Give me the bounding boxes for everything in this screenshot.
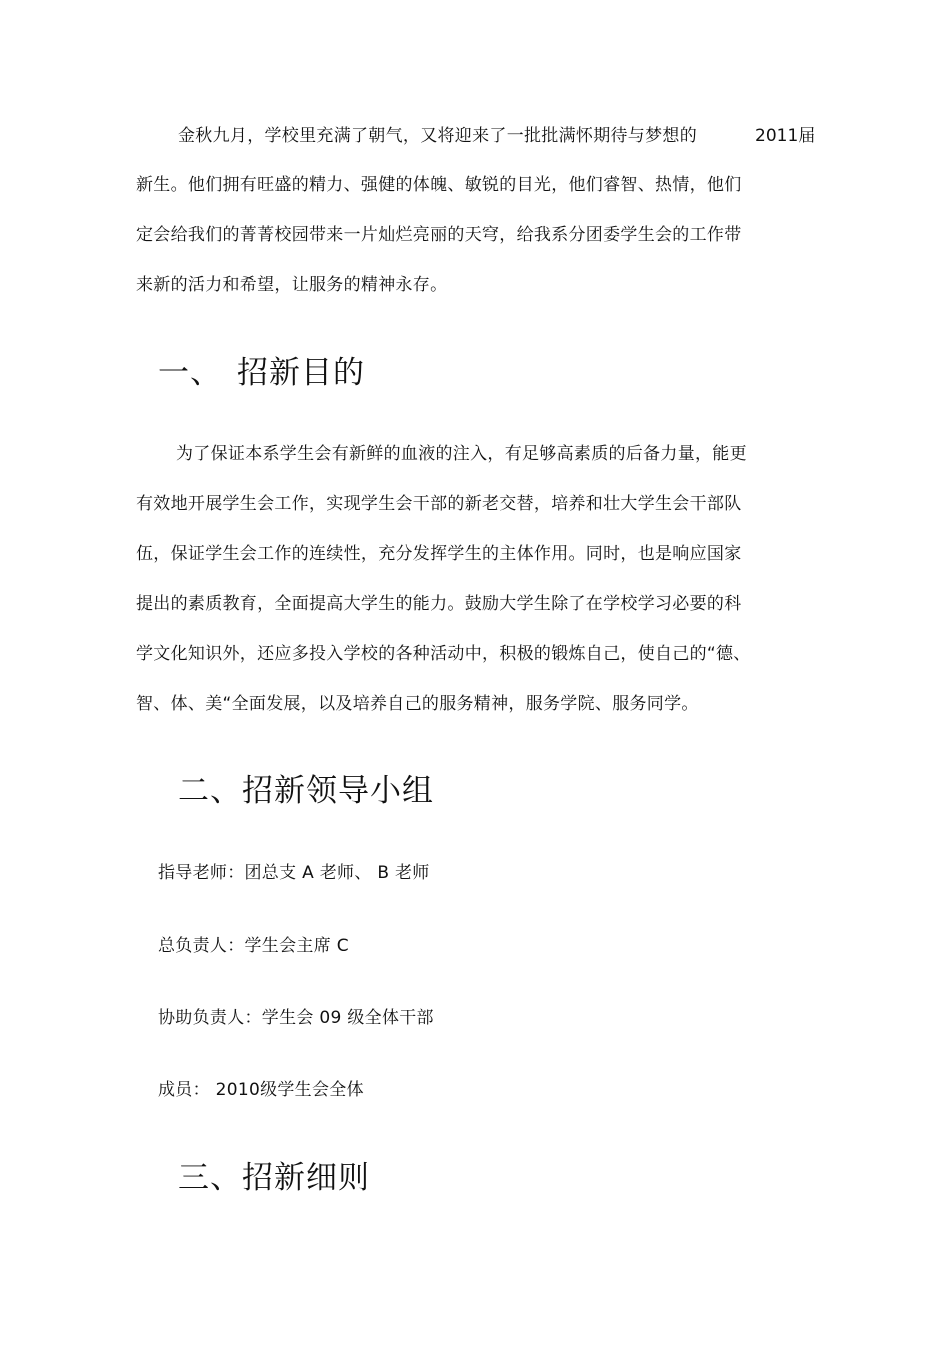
section-1-line-1: 为了保证本系学生会有新鲜的血液的注入，有足够高素质的后备力量，能更 [176, 444, 747, 464]
section-1-line-4: 提出的素质教育，全面提高大学生的能力。鼓励大学生除了在学校学习必要的科 [136, 594, 742, 614]
section-1-line-3: 伍，保证学生会工作的连续性，充分发挥学生的主体作用。同时，也是响应国家 [136, 544, 742, 564]
intro-year: 2011届 [755, 126, 816, 146]
intro-line-1: 金秋九月，学校里充满了朝气，又将迎来了一批批满怀期待与梦想的 [178, 126, 697, 146]
intro-line-3: 定会给我们的菁菁校园带来一片灿烂亮丽的天穹，给我系分团委学生会的工作带 [136, 225, 742, 245]
section-2-item-4: 成员： 2010级学生会全体 [158, 1080, 364, 1100]
section-1-title: 招新目的 [237, 355, 365, 391]
section-2-item-2: 总负责人：学生会主席 C [158, 936, 349, 956]
intro-line-2: 新生。他们拥有旺盛的精力、强健的体魄、敏锐的目光，他们睿智、热情，他们 [136, 175, 742, 195]
section-2-item-3: 协助负责人：学生会 09 级全体干部 [158, 1008, 434, 1028]
section-2-title: 二、招新领导小组 [178, 773, 434, 809]
intro-line-4: 来新的活力和希望，让服务的精神永存。 [136, 275, 448, 295]
section-1-line-2: 有效地开展学生会工作，实现学生会干部的新老交替，培养和壮大学生会干部队 [136, 494, 742, 514]
section-2-item-1: 指导老师：团总支 A 老师、 B 老师 [158, 863, 430, 883]
section-3-title: 三、招新细则 [178, 1160, 370, 1196]
section-1-line-5: 学文化知识外，还应多投入学校的各种活动中，积极的锻炼自己，使自己的“德、 [136, 644, 751, 664]
section-1-number: 一、 [158, 355, 222, 391]
section-1-line-6: 智、体、美“全面发展，以及培养自己的服务精神，服务学院、服务同学。 [136, 694, 699, 714]
